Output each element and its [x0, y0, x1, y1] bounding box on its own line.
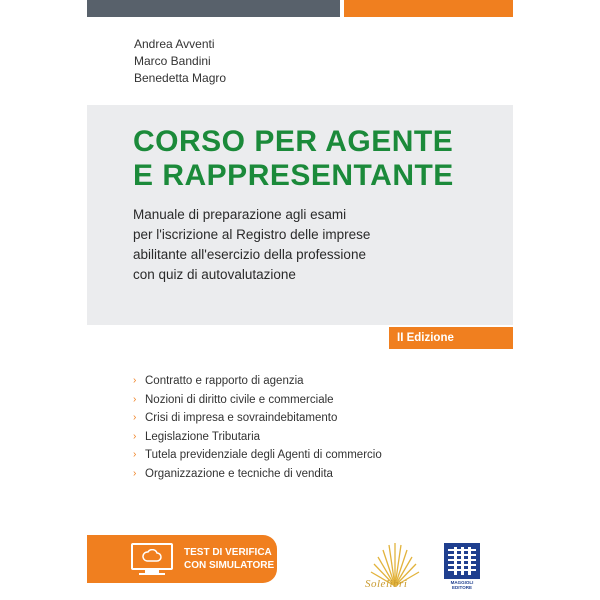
topic-label: Legislazione Tributaria	[145, 430, 261, 443]
monitor-base	[139, 573, 165, 575]
test-simulator-text	[184, 546, 274, 572]
topic-label: Organizzazione e tecniche di vendita	[145, 467, 333, 480]
topics-list	[133, 372, 382, 483]
publisher-name-line1: MAGGIOLI	[450, 580, 474, 585]
test-text-line1: TEST DI VERIFICA	[184, 547, 272, 558]
subtitle-line: abilitante all'esercizio della professione	[133, 247, 366, 262]
book-title-line1: CORSO PER AGENTE	[133, 125, 454, 158]
chevron-right-icon: ›	[133, 393, 137, 405]
topic-label: Tutela previdenziale degli Agenti di commercio	[145, 449, 382, 461]
monitor-icon	[131, 543, 173, 570]
topic-item	[133, 372, 382, 391]
maggioli-m-logo	[442, 541, 482, 581]
book-cover	[87, 0, 513, 600]
subtitle-line: con quiz di autovalutazione	[133, 267, 296, 282]
topic-label: Crisi di impresa e sovraindebitamento	[145, 412, 338, 424]
title-panel	[87, 105, 513, 325]
publisher-name-line2: EDITORE	[452, 585, 472, 590]
chevron-right-icon: ›	[133, 467, 137, 479]
test-text-line2: CON SIMULATORE	[184, 560, 275, 571]
imprint-name: Solelibri	[365, 578, 408, 590]
publisher-name	[437, 580, 487, 590]
topic-item	[133, 428, 382, 447]
chevron-right-icon: ›	[133, 375, 137, 386]
test-simulator-badge	[87, 535, 277, 583]
topic-label: Nozioni di diritto civile e commerciale	[145, 393, 334, 406]
authors-list	[134, 36, 226, 87]
top-bar-orange	[344, 0, 513, 17]
author-name: Marco Bandini	[134, 54, 211, 68]
topic-item	[133, 391, 382, 410]
subtitle-line: Manuale di preparazione agli esami	[133, 207, 347, 222]
edition-badge: II Edizione	[389, 327, 513, 349]
book-title	[133, 125, 454, 193]
book-title-line2: E RAPPRESENTANTE	[133, 159, 454, 192]
topic-item	[133, 409, 382, 428]
cloud-icon	[142, 549, 162, 563]
chevron-right-icon: ›	[133, 449, 137, 460]
author-name: Andrea Avventi	[134, 37, 215, 51]
topic-item	[133, 465, 382, 484]
author-name: Benedetta Magro	[134, 71, 227, 85]
topic-item	[133, 446, 382, 465]
book-subtitle	[133, 205, 493, 285]
chevron-right-icon: ›	[133, 430, 137, 442]
subtitle-line: per l'iscrizione al Registro delle imprese	[133, 227, 371, 242]
chevron-right-icon: ›	[133, 412, 137, 423]
topic-label: Contratto e rapporto di agenzia	[145, 375, 304, 387]
top-bar-gray	[87, 0, 340, 17]
